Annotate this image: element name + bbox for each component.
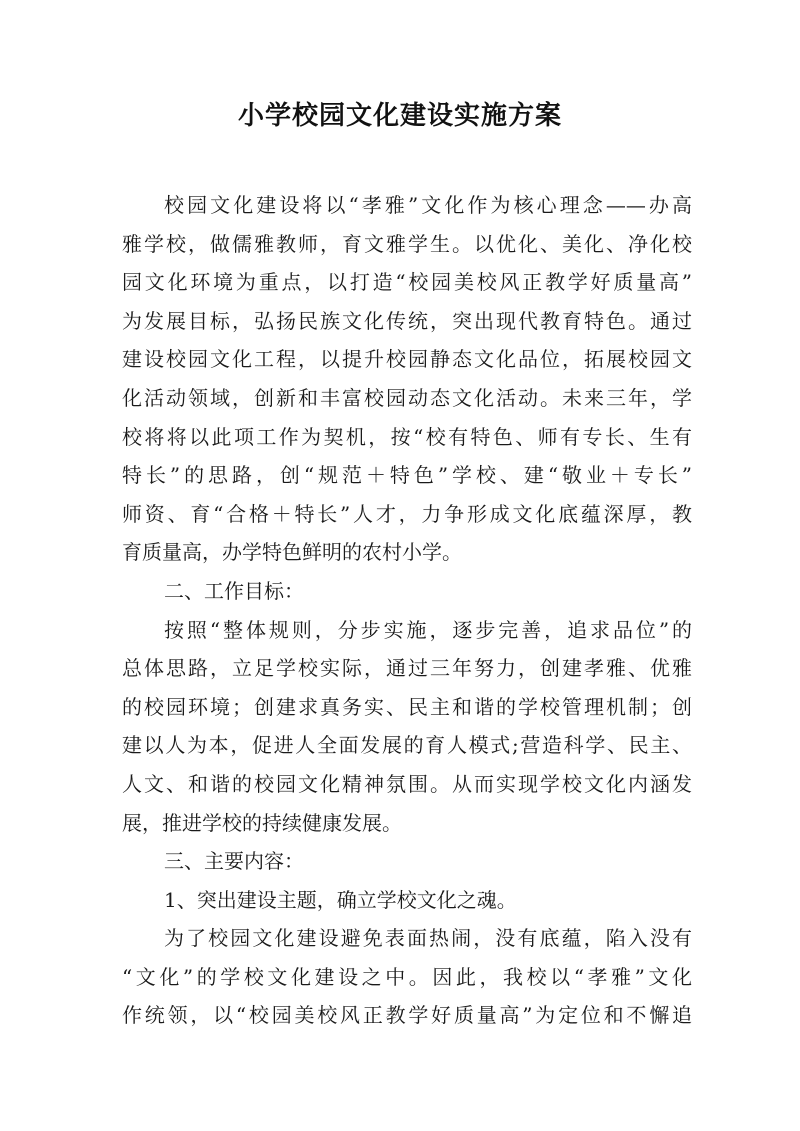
body-line: 人文、和谐的校园文化精神氛围。从而实现学校文化内涵发 [122,771,692,796]
body-line: 校将将以此项工作为契机，按“校有特色、师有专长、生有 [122,424,692,449]
body-line: 校园文化建设将以“孝雅”文化作为核心理念——办高 [164,193,692,217]
body-line: 总体思路，立足学校实际，通过三年努力，创建孝雅、优雅 [122,656,692,681]
body-line: 的校园环境；创建求真务实、民主和谐的学校管理机制；创 [122,694,692,719]
document-title: 小学校园文化建设实施方案 [237,101,562,131]
body-line: 建以人为本，促进人全面发展的育人模式;营造科学、民主、 [122,733,692,758]
body-line: 作统领，以“校园美校风正教学好质量高”为定位和不懈追 [122,1003,692,1028]
document-body [122,186,692,1035]
body-line: 展，推进学校的持续健康发展。 [122,810,402,835]
body-line: 园文化环境为重点，以打造“校园美校风正教学好质量高” [122,270,692,295]
body-line: 为发展目标，弘扬民族文化传统，突出现代教育特色。通过 [122,308,692,333]
body-line: 三、主要内容： [164,849,304,874]
body-line: 特长”的思路，创“规范＋特色”学校、建“敬业＋专长” [122,463,692,488]
body-line: “文化”的学校文化建设之中。因此，我校以“孝雅”文化 [122,964,692,989]
body-line: 按照“整体规则，分步实施，逐步完善，追求品位”的 [164,617,692,642]
body-line: 雅学校，做儒雅教师，育文雅学生。以优化、美化、净化校 [122,231,692,256]
body-line: 化活动领域，创新和丰富校园动态文化活动。未来三年，学 [122,385,692,410]
body-line: 为了校园文化建设避免表面热闹，没有底蕴，陷入没有 [164,926,692,951]
body-line: 建设校园文化工程，以提升校园静态文化品位，拓展校园文 [122,347,692,372]
body-line: 师资、育“合格＋特长”人才，力争形成文化底蕴深厚，教 [122,501,692,526]
body-line: 育质量高，办学特色鲜明的农村小学。 [122,540,462,565]
body-line: 二、工作目标： [164,578,304,603]
body-line: 1、突出建设主题，确立学校文化之魂。 [164,887,517,912]
